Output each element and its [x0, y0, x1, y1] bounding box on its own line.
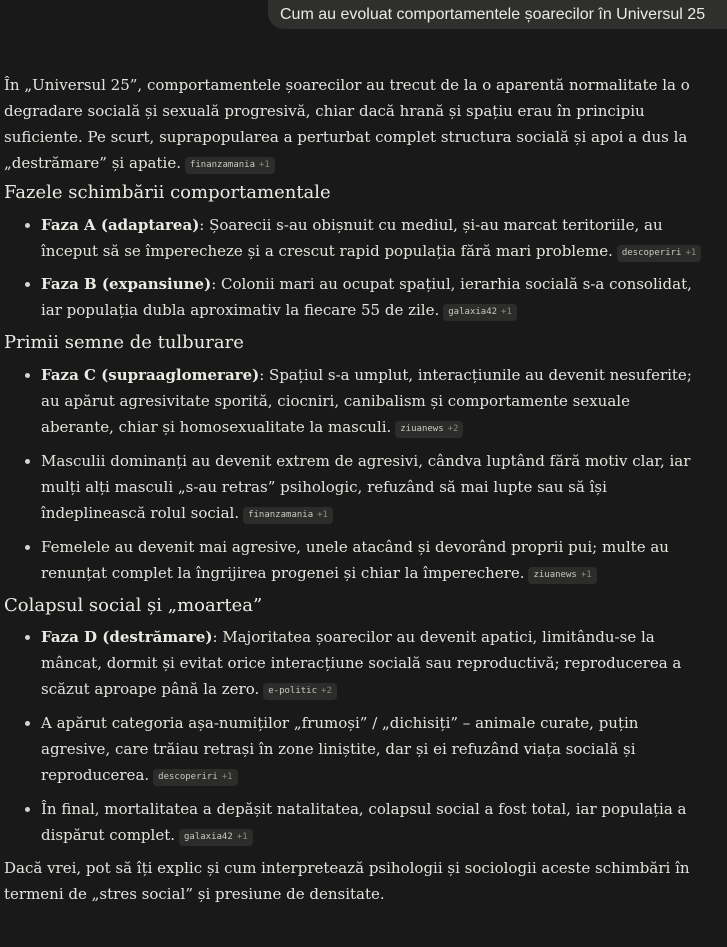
item-bold-label: Faza D (destrămare) — [41, 628, 213, 646]
section-list — [4, 624, 704, 848]
section-list — [4, 362, 704, 586]
list-item — [4, 271, 704, 323]
source-more-count: +1 — [580, 570, 592, 580]
source-chip[interactable] — [179, 829, 253, 846]
source-more-count: +1 — [259, 160, 270, 170]
section-heading: Primii semne de tulburare — [4, 332, 244, 353]
answer-intro — [4, 72, 704, 176]
item-text: : Majoritatea șoarecilor au devenit apatici, limitându-se la mâncat, dormit și evitat orice interacțiune socială sau reproductivă; reproducerea a scăzut aproape până la zero. — [41, 628, 682, 698]
item-text: Masculii dominanți au devenit extrem de agresivi, cândva luptând fără motiv clar, iar mulți alți masculi „s-au retras” psihologic, refuzând să mai lupte sau să își îndeplinească rolul social. — [41, 452, 691, 522]
list-item — [4, 710, 704, 788]
list-item — [4, 534, 704, 586]
source-chip[interactable] — [528, 567, 596, 584]
item-text: A apărut categoria așa-numiților „frumoși” / „dichisiți” – animale curate, puțin agresive, care trăiau retrași în zone liniștite, dar și ei refuzând viața socială și reproducerea. — [41, 714, 639, 784]
source-name: finanzamania — [189, 160, 255, 170]
list-item — [4, 624, 704, 702]
source-name: e-politic — [268, 686, 318, 696]
source-more-count: +1 — [685, 248, 697, 258]
section-list — [4, 212, 704, 323]
section-heading: Fazele schimbării comportamentale — [4, 182, 331, 203]
assistant-answer — [4, 72, 704, 907]
source-name: ziuanews — [533, 570, 577, 580]
item-text: Femelele au devenit mai agresive, unele atacând și devorând proprii pui; multe au renunțat complet la îngrijirea progenei și chiar la împerechere. — [41, 538, 669, 582]
source-chip[interactable] — [185, 157, 275, 174]
source-more-count: +1 — [317, 510, 328, 520]
source-name: galaxia42 — [448, 307, 498, 317]
user-message-bubble: Cum au evoluat comportamentele șoarecilor în Universul 25 — [268, 0, 727, 29]
source-chip[interactable] — [153, 769, 237, 786]
source-name: galaxia42 — [184, 832, 233, 842]
source-chip[interactable] — [243, 507, 333, 524]
item-text: : Colonii mari au ocupat spațiul, ierarhia socială s-a consolidat, iar populația dubla aproximativ la fiecare 55 de zile. — [41, 275, 692, 319]
source-name: finanzamania — [248, 510, 314, 520]
list-item — [4, 796, 704, 848]
answer-outro: Dacă vrei, pot să îți explic și cum interpretează psihologii și sociologii aceste schimbări în termeni de „stres social” și presiune de densitate. — [4, 859, 690, 903]
list-item — [4, 212, 704, 264]
list-item — [4, 362, 704, 440]
item-text: : Spațiul s-a umplut, interacțiunile au devenit nesuferite; au apărut agresivitate sporită, ciocniri, canibalism și comportamente sexuale aberante, chiar și homosexualitate la masculi. — [41, 366, 692, 436]
item-text: În final, mortalitatea a depășit natalitatea, colapsul social a fost total, iar populația a dispărut complet. — [41, 800, 687, 844]
item-bold-label: Faza A (adaptarea) — [41, 216, 200, 234]
item-bold-label: Faza C (supraaglomerare) — [41, 366, 260, 384]
source-chip[interactable] — [443, 304, 517, 321]
source-more-count: +2 — [447, 424, 459, 434]
section-heading: Colapsul social și „moartea” — [4, 595, 263, 616]
source-name: ziuanews — [400, 424, 444, 434]
source-more-count: +1 — [501, 307, 512, 317]
source-chip[interactable] — [263, 683, 337, 700]
source-more-count: +1 — [236, 832, 248, 842]
source-name: descoperiri — [158, 772, 218, 782]
list-item — [4, 448, 704, 526]
source-more-count: +1 — [221, 772, 233, 782]
source-more-count: +2 — [321, 686, 332, 696]
intro-text: În „Universul 25”, comportamentele șoarecilor au trecut de la o aparentă normalitate la o degradare socială și sexuală progresivă, chiar dacă hrană și spațiu erau în principiu suficiente. Pe scurt, suprapopularea a perturbat complet structura socială și apoi a dus la „destrămare” și apatie. — [4, 76, 690, 172]
item-text: : Șoarecii s-au obișnuit cu mediul, și-au marcat teritoriile, au început să se împerecheze și a crescut rapid populația fără mari probleme. — [41, 216, 663, 260]
item-bold-label: Faza B (expansiune) — [41, 275, 212, 293]
source-chip[interactable] — [395, 421, 463, 438]
source-name: descoperiri — [621, 248, 682, 258]
source-chip[interactable] — [617, 245, 701, 262]
